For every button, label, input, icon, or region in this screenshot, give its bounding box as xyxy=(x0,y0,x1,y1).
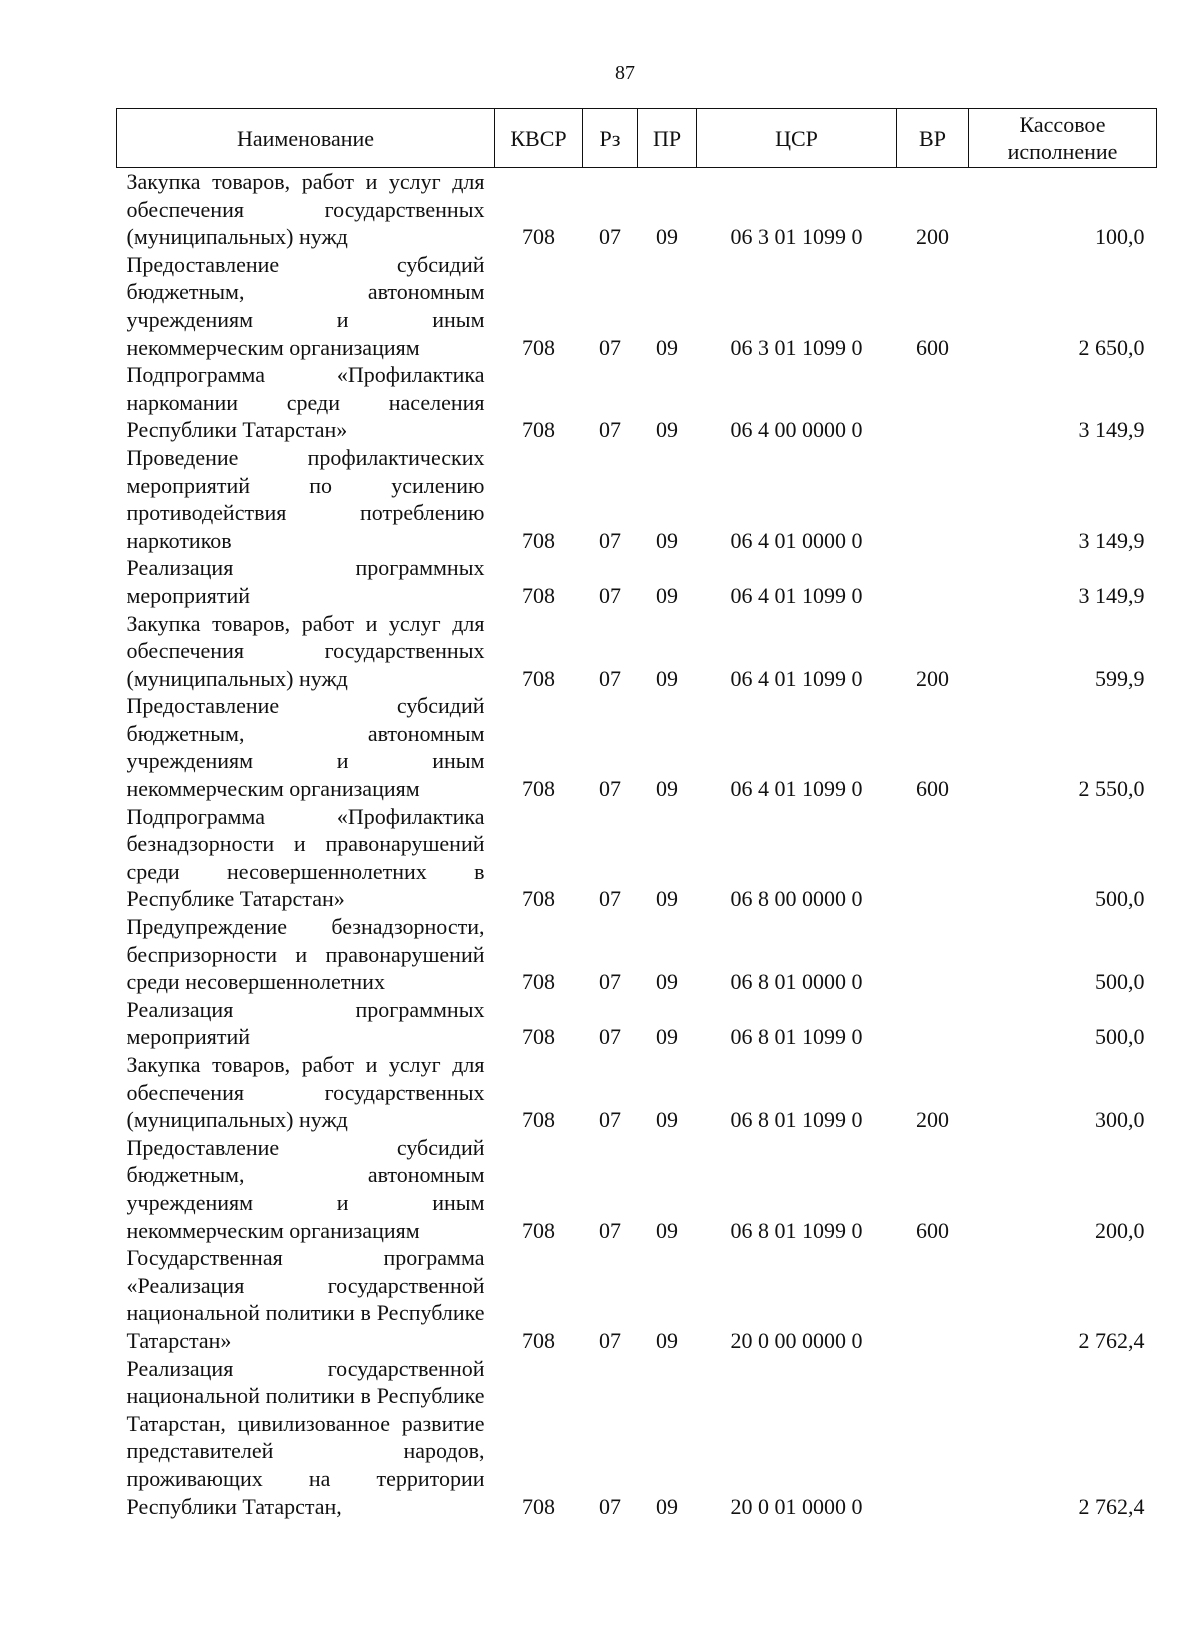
table-row xyxy=(117,803,1157,913)
row-vr: 200 xyxy=(916,665,949,691)
table-row xyxy=(117,1355,1157,1521)
row-kvsr: 708 xyxy=(522,334,555,360)
row-amount: 2 762,4 xyxy=(1078,1493,1145,1519)
row-name: Реализация программных мероприятий xyxy=(126,996,485,1050)
row-pr: 09 xyxy=(656,224,678,250)
row-name: Проведение профилактических мероприятий по усилению противодействия потреблению наркотиков xyxy=(126,444,485,553)
row-vr xyxy=(897,554,969,609)
row-csr: 06 4 01 0000 0 xyxy=(730,527,863,553)
row-vr: 200 xyxy=(916,224,949,250)
row-amount: 3 149,9 xyxy=(1078,582,1145,608)
header-amount: Кассовое исполнение xyxy=(969,109,1157,168)
row-rz: 07 xyxy=(599,1493,621,1519)
row-amount: 3 149,9 xyxy=(1078,527,1145,553)
row-amount: 500,0 xyxy=(1095,886,1145,912)
table-row xyxy=(117,1051,1157,1134)
row-kvsr: 708 xyxy=(522,665,555,691)
table-row xyxy=(117,1244,1157,1354)
row-csr: 06 8 01 1099 0 xyxy=(730,1024,863,1050)
row-name: Предоставление субсидий бюджетным, автономным учреждениям и иным некоммерческим организациям xyxy=(126,693,485,802)
table-row xyxy=(117,996,1157,1051)
row-vr: 600 xyxy=(916,1217,949,1243)
row-csr: 06 8 01 1099 0 xyxy=(730,1217,863,1243)
row-csr: 06 3 01 1099 0 xyxy=(730,224,863,250)
row-csr: 06 8 01 0000 0 xyxy=(730,969,863,995)
row-kvsr: 708 xyxy=(522,582,555,608)
row-kvsr: 708 xyxy=(522,1217,555,1243)
row-csr: 06 4 01 1099 0 xyxy=(730,776,863,802)
row-kvsr: 708 xyxy=(522,1024,555,1050)
row-csr: 06 4 01 1099 0 xyxy=(730,582,863,608)
row-amount: 500,0 xyxy=(1095,969,1145,995)
row-name: Государственная программа «Реализация государственной национальной политики в Республике Татарстан» xyxy=(126,1245,485,1353)
table-row xyxy=(117,168,1157,251)
row-kvsr: 708 xyxy=(522,776,555,802)
row-vr: 200 xyxy=(916,1107,949,1133)
row-rz: 07 xyxy=(599,224,621,250)
row-pr: 09 xyxy=(656,582,678,608)
table-row xyxy=(117,251,1157,361)
row-rz: 07 xyxy=(599,582,621,608)
row-name: Реализация программных мероприятий xyxy=(126,555,485,608)
row-kvsr: 708 xyxy=(522,886,555,912)
row-kvsr: 708 xyxy=(522,417,555,443)
row-name: Предупреждение безнадзорности, беспризорности и правонарушений среди несовершеннолетних xyxy=(126,914,485,995)
row-rz: 07 xyxy=(599,527,621,553)
table-row xyxy=(117,554,1157,609)
header-vr: ВР xyxy=(897,109,969,168)
row-csr: 06 4 01 1099 0 xyxy=(730,665,863,691)
row-vr xyxy=(897,1244,969,1354)
budget-execution-table xyxy=(116,108,1157,1520)
row-name: Закупка товаров, работ и услуг для обеспечения государственных (муниципальных) нужд xyxy=(126,610,485,691)
row-amount: 200,0 xyxy=(1095,1217,1145,1243)
row-name: Закупка товаров, работ и услуг для обеспечения государственных (муниципальных) нужд xyxy=(126,169,485,250)
row-amount: 599,9 xyxy=(1095,665,1145,691)
row-pr: 09 xyxy=(656,969,678,995)
row-rz: 07 xyxy=(599,886,621,912)
row-kvsr: 708 xyxy=(522,1107,555,1133)
row-csr: 20 0 01 0000 0 xyxy=(730,1493,863,1519)
row-pr: 09 xyxy=(656,1024,678,1050)
row-csr: 06 8 01 1099 0 xyxy=(730,1107,863,1133)
row-csr: 20 0 00 0000 0 xyxy=(730,1327,863,1353)
row-kvsr: 708 xyxy=(522,969,555,995)
row-vr xyxy=(897,1355,969,1521)
row-name: Предоставление субсидий бюджетным, автономным учреждениям и иным некоммерческим организациям xyxy=(126,1134,485,1243)
row-amount: 300,0 xyxy=(1095,1107,1145,1133)
row-pr: 09 xyxy=(656,527,678,553)
table-body xyxy=(117,168,1157,1521)
header-kvsr: КВСР xyxy=(495,109,583,168)
row-rz: 07 xyxy=(599,969,621,995)
row-kvsr: 708 xyxy=(522,1493,555,1519)
row-rz: 07 xyxy=(599,665,621,691)
row-kvsr: 708 xyxy=(522,1327,555,1353)
row-pr: 09 xyxy=(656,665,678,691)
row-vr xyxy=(897,996,969,1051)
row-vr xyxy=(897,913,969,996)
row-rz: 07 xyxy=(599,334,621,360)
row-name: Реализация государственной национальной политики в Республике Татарстан, цивилизованное развитие представителей народов, проживающих на территории Республики Татарстан, xyxy=(126,1355,485,1519)
row-name: Предоставление субсидий бюджетным, автономным учреждениям и иным некоммерческим организациям xyxy=(126,251,485,360)
row-vr xyxy=(897,444,969,554)
row-amount: 2 762,4 xyxy=(1078,1327,1145,1353)
row-rz: 07 xyxy=(599,417,621,443)
table-row xyxy=(117,692,1157,802)
row-rz: 07 xyxy=(599,1217,621,1243)
row-rz: 07 xyxy=(599,1327,621,1353)
row-vr: 600 xyxy=(916,334,949,360)
row-pr: 09 xyxy=(656,776,678,802)
row-amount: 500,0 xyxy=(1095,1024,1145,1050)
row-vr: 600 xyxy=(916,776,949,802)
row-kvsr: 708 xyxy=(522,527,555,553)
row-amount: 100,0 xyxy=(1095,224,1145,250)
row-vr xyxy=(897,803,969,913)
row-pr: 09 xyxy=(656,334,678,360)
row-pr: 09 xyxy=(656,886,678,912)
table-row xyxy=(117,913,1157,996)
row-rz: 07 xyxy=(599,1107,621,1133)
table-row xyxy=(117,1134,1157,1244)
header-row xyxy=(117,109,1157,168)
row-pr: 09 xyxy=(656,1493,678,1519)
row-rz: 07 xyxy=(599,1024,621,1050)
table-row xyxy=(117,444,1157,554)
table-row xyxy=(117,610,1157,693)
row-vr xyxy=(897,361,969,444)
row-pr: 09 xyxy=(656,417,678,443)
row-rz: 07 xyxy=(599,776,621,802)
page-number: 87 xyxy=(615,62,635,84)
table-row xyxy=(117,361,1157,444)
row-name: Подпрограмма «Профилактика наркомании среди населения Республики Татарстан» xyxy=(126,362,485,443)
row-csr: 06 8 00 0000 0 xyxy=(730,886,863,912)
row-pr: 09 xyxy=(656,1327,678,1353)
row-pr: 09 xyxy=(656,1217,678,1243)
header-rz: Рз xyxy=(583,109,638,168)
row-csr: 06 4 00 0000 0 xyxy=(730,417,863,443)
row-kvsr: 708 xyxy=(522,224,555,250)
row-name: Закупка товаров, работ и услуг для обеспечения государственных (муниципальных) нужд xyxy=(126,1052,485,1133)
row-csr: 06 3 01 1099 0 xyxy=(730,334,863,360)
header-name: Наименование xyxy=(117,109,495,168)
row-name: Подпрограмма «Профилактика безнадзорности и правонарушений среди несовершеннолетних в Республике Татарстан» xyxy=(126,803,485,912)
row-pr: 09 xyxy=(656,1107,678,1133)
header-csr: ЦСР xyxy=(697,109,897,168)
row-amount: 2 550,0 xyxy=(1078,776,1145,802)
table-header xyxy=(117,109,1157,168)
row-amount: 2 650,0 xyxy=(1078,334,1145,360)
row-amount: 3 149,9 xyxy=(1078,417,1145,443)
header-pr: ПР xyxy=(638,109,697,168)
